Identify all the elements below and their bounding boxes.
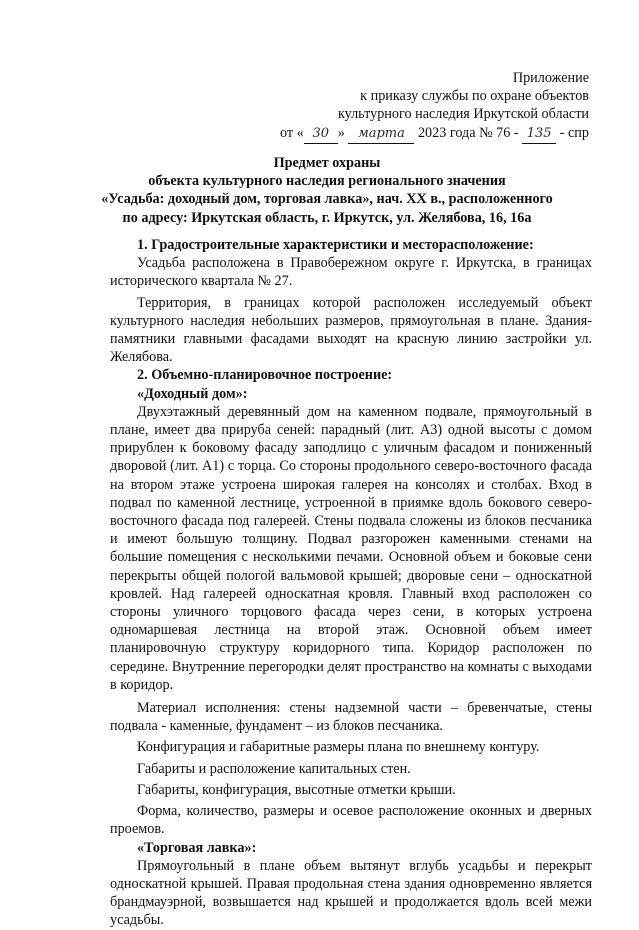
order-year: 2023 года № 76 - <box>417 124 519 141</box>
document-title <box>62 154 592 227</box>
title-line-1: Предмет охраны <box>273 155 381 171</box>
section-1-paragraph-2: Территория, в границах которой расположен исследуемый объект культурного наследия небольших размеров, прямоугольная в плане. Здания-памятники главными фасадами выходят на красную линию застройки ул. Желябова. <box>110 294 592 366</box>
section-1-heading: 1. Градостроительные характеристики и месторасположение: <box>137 237 534 253</box>
house-paragraph-3: Конфигурация и габаритные размеры плана по внешнему контуру. <box>137 739 540 756</box>
order-suffix: - спр <box>559 124 589 141</box>
handwritten-day: 30 <box>304 125 338 144</box>
document-body <box>110 236 592 930</box>
order-date-line <box>229 124 589 144</box>
shop-heading: «Торговая лавка»: <box>137 839 257 856</box>
house-paragraph-6: Форма, количество, размеры и осевое расположение оконных и дверных проемов. <box>110 803 592 838</box>
section-1-paragraph-1: Усадьба расположена в Правобережном округе г. Иркутска, в границах исторического квартала № 27. <box>110 255 592 290</box>
shop-paragraph-1: Прямоугольный в плане объем вытянут вглубь усадьбы и перекрыт односкатной крышей. Правая продольная стена здания одновременно является брандмауэрной, возвышается над крышей и продолжается вдоль всей межи усадьбы. <box>110 857 592 929</box>
title-line-2: объекта культурного наследия регионального значения <box>148 173 506 190</box>
appendix-label: Приложение <box>512 70 589 86</box>
section-2-heading: 2. Объемно-планировочное построение: <box>137 367 393 384</box>
title-line-3: «Усадьба: доходный дом, торговая лавка», нач. XX в., расположенного <box>101 191 553 208</box>
order-reference-line: к приказу службы по охране объектов <box>360 88 589 105</box>
house-paragraph-5: Габариты, конфигурация, высотные отметки крыши. <box>137 781 456 798</box>
handwritten-month: марта <box>348 125 414 144</box>
order-prefix: от « <box>280 124 304 141</box>
title-line-4: по адресу: Иркутская область, г. Иркутск, ул. Желябова, 16, 16а <box>122 209 532 226</box>
handwritten-number: 135 <box>522 125 556 144</box>
house-paragraph-1: Двухэтажный деревянный дом на каменном подвале, прямоугольный в плане, имеет два прируба сеней: парадный (лит. А3) одной высоты с домом прирублен к боковому фасаду заподлицо с уличным фасадом и пониженный дворовой (лит. А1) с торца. Со стороны продольного северо-восточного фасада на втором этаже устроена широкая галерея на консолях и столбах. Вход в подвал по каменной лестнице, устроенной в приямке вдоль бокового северо-восточного фасада под галереей. Стены подвала сложены из блоков песчаника и имеют большую толщину. Подвал разгорожен каменными стенами на большие помещения с несколькими печами. Основной объем и боковые сени перекрыты общей пологой вальмовой крышей; дворовые сени – односкатной кровлей. Над галереей односкатная кровля. Главный вход расположен со стороны уличного торцового фасада через сени, в которых устроена одномаршевая лестница на второй этаж. Основной объем имеет планировочную структуру коридорного типа. Коридор расположен по середине. Внутренние перегородки делят пространство на комнаты с выходами в коридор. <box>110 403 592 693</box>
appendix-header <box>229 69 589 144</box>
house-heading: «Доходный дом»: <box>137 385 248 402</box>
house-paragraph-4: Габариты и расположение капитальных стен. <box>137 760 411 777</box>
order-mid: » <box>337 124 345 141</box>
authority-line: культурного наследия Иркутской области <box>337 106 589 123</box>
house-paragraph-2: Материал исполнения: стены надземной части – бревенчатые, стены подвала - каменные, фундамент – из блоков песчаника. <box>110 700 592 735</box>
